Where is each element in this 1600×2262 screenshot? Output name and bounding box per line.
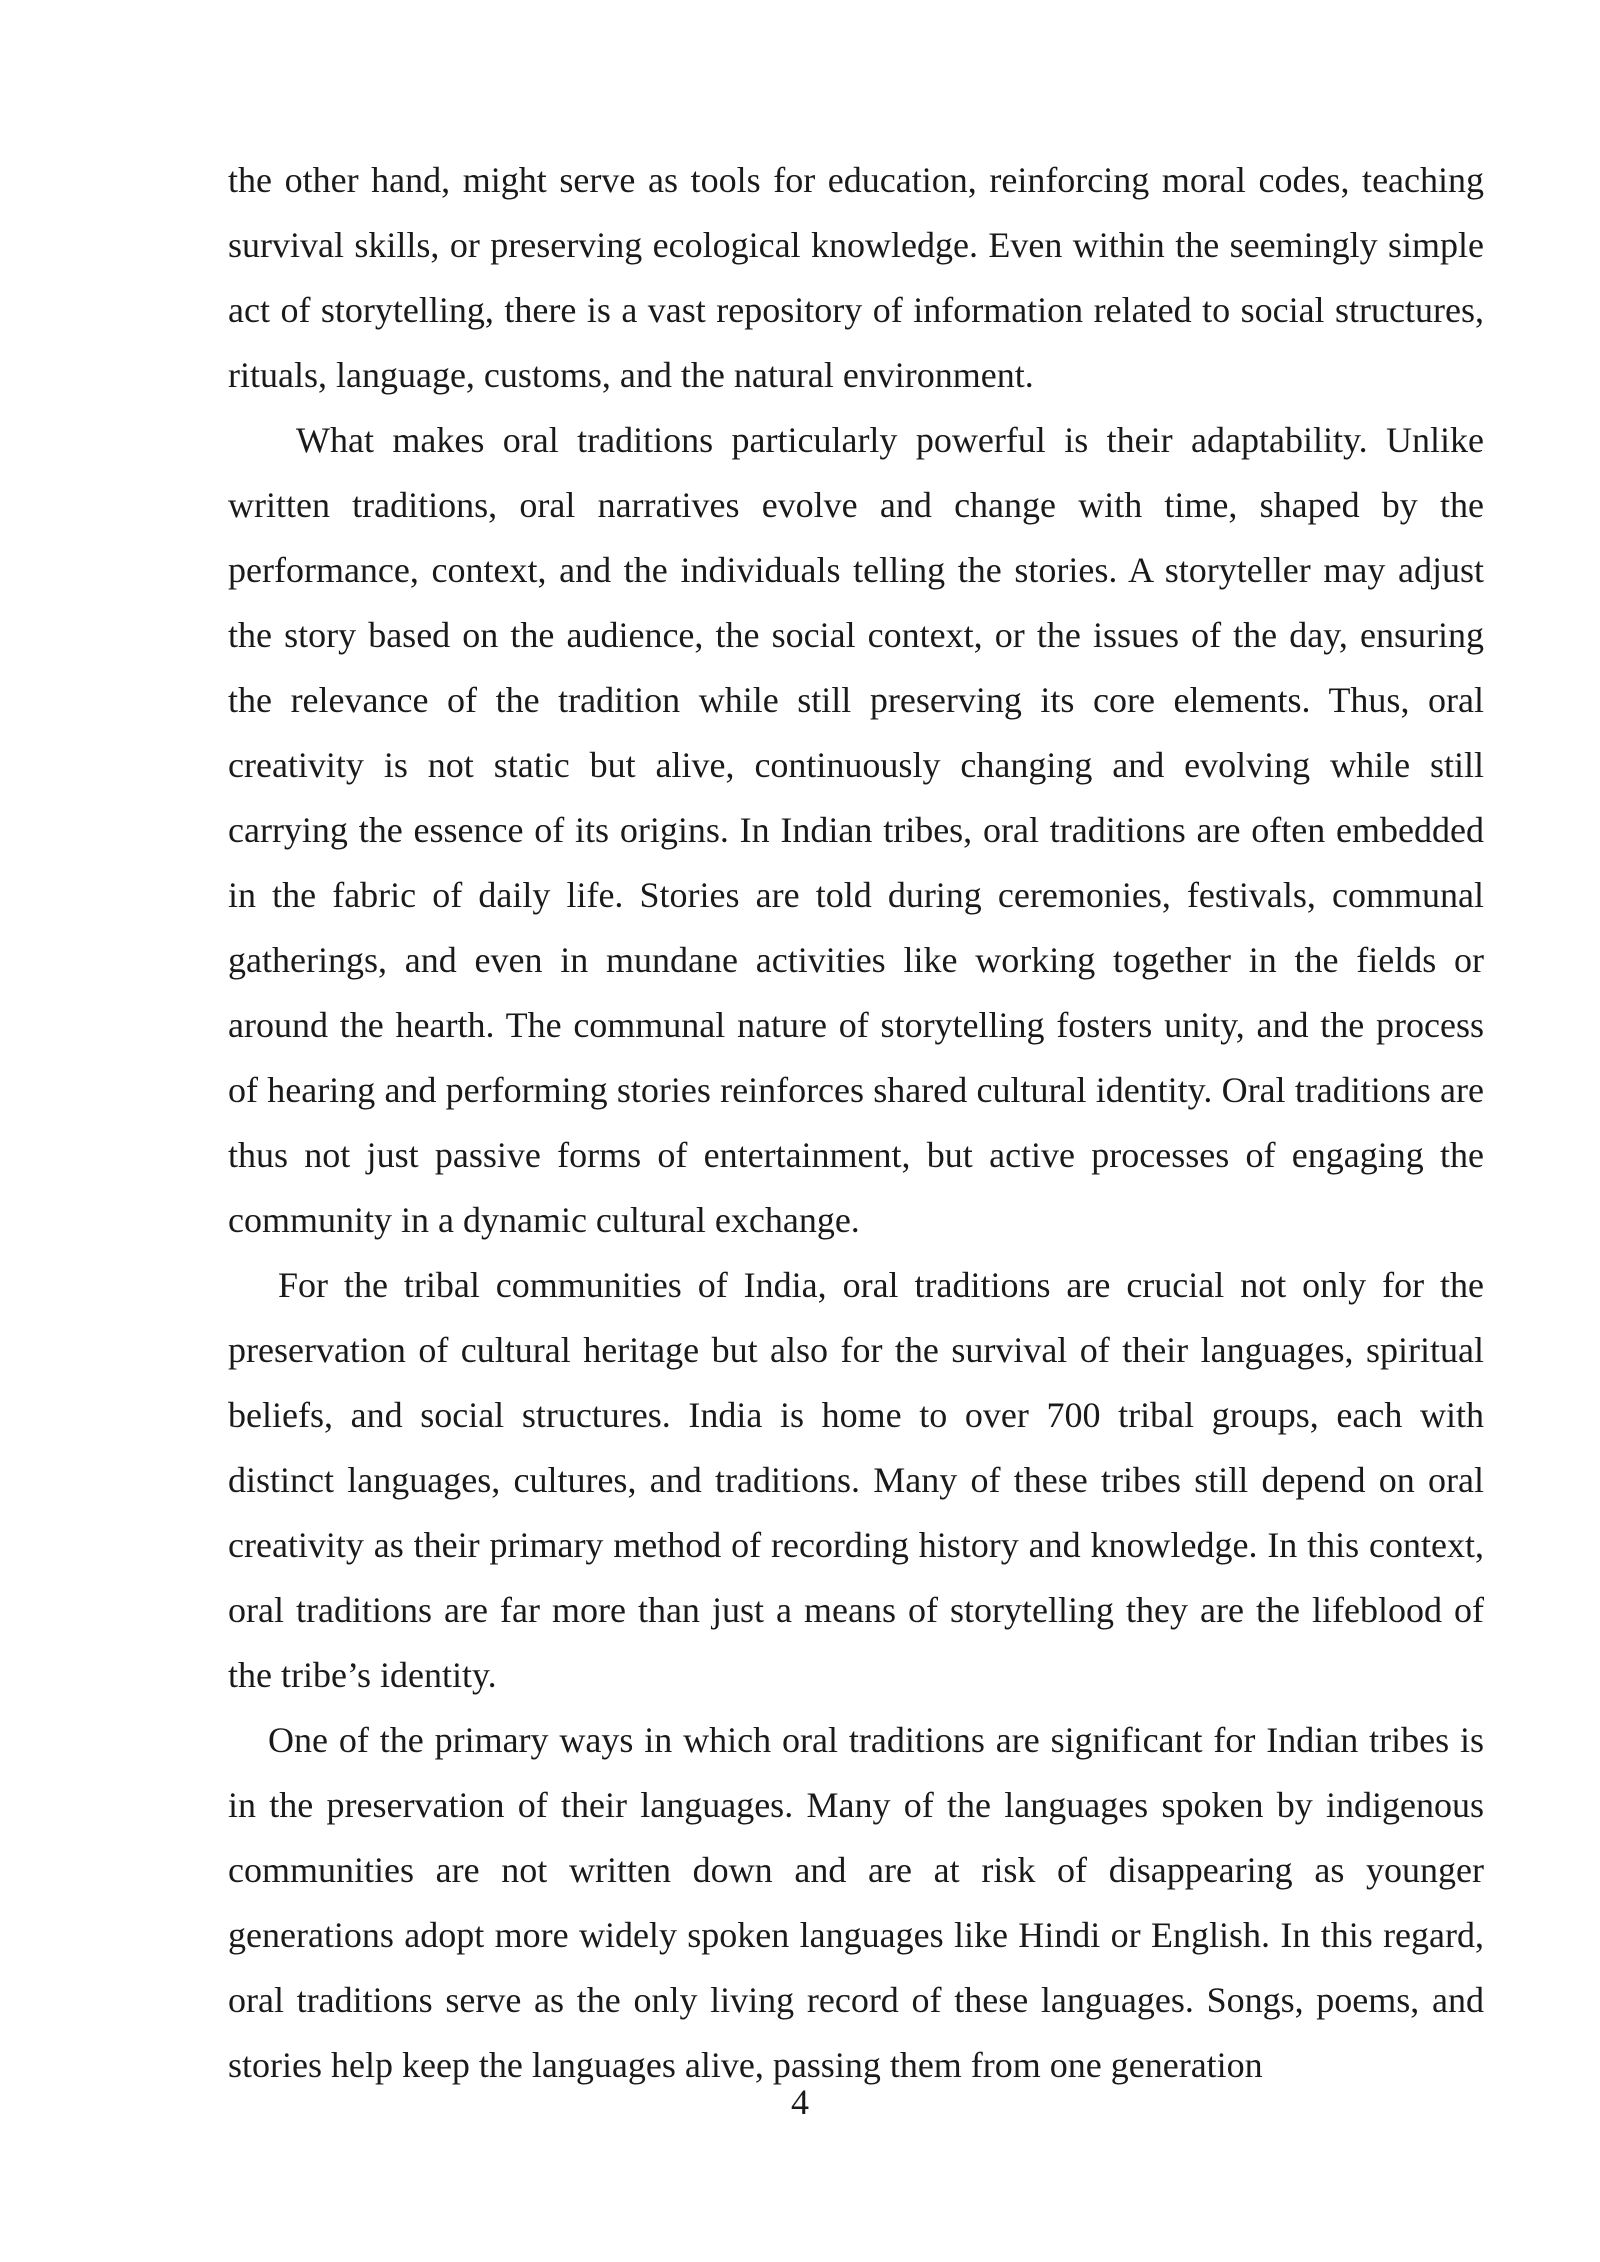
paragraph-3: For the tribal communities of India, oral traditions are crucial not only for the preservation of cultural heritage but also for the survival of their languages, spiritual beliefs, and social structures. India is home to over 700 tribal groups, each with distinct languages, cultures, and traditions. Many of these tribes still depend on oral creativity as their primary method of recording history and knowledge. In this context, oral traditions are far more than just a means of storytelling they are the lifeblood of the tribe’s identity.: [228, 1265, 1484, 1695]
paragraph-2: What makes oral traditions particularly powerful is their adaptability. Unlike written traditions, oral narratives evolve and change with time, shaped by the performance, context, and the individuals telling the stories. A storyteller may adjust the story based on the audience, the social context, or the issues of the day, ensuring the relevance of the tradition while still preserving its core elements. Thus, oral creativity is not static but alive, continuously changing and evolving while still carrying the essence of its origins. In Indian tribes, oral traditions are often embedded in the fabric of daily life. Stories are told during ceremonies, festivals, communal gatherings, and even in mundane activities like working together in the fields or around the hearth. The communal nature of storytelling fosters unity, and the process of hearing and performing stories reinforces shared cultural identity. Oral traditions are thus not just passive forms of entertainment, but active processes of engaging the community in a dynamic cultural exchange.: [228, 420, 1484, 1240]
body-text: [228, 148, 1484, 2098]
paragraph-1: the other hand, might serve as tools for education, reinforcing moral codes, teaching survival skills, or preserving ecological knowledge. Even within the seemingly simple act of storytelling, there is a vast repository of information related to social structures, rituals, language, customs, and the natural environment.: [228, 160, 1484, 395]
page-number: 4: [791, 2082, 809, 2122]
paragraph-4: One of the primary ways in which oral traditions are significant for Indian tribes is in the preservation of their languages. Many of the languages spoken by indigenous communities are not written down and are at risk of disappearing as younger generations adopt more widely spoken languages like Hindi or English. In this regard, oral traditions serve as the only living record of these languages. Songs, poems, and stories help keep the languages alive, passing them from one generation: [228, 1720, 1484, 2085]
